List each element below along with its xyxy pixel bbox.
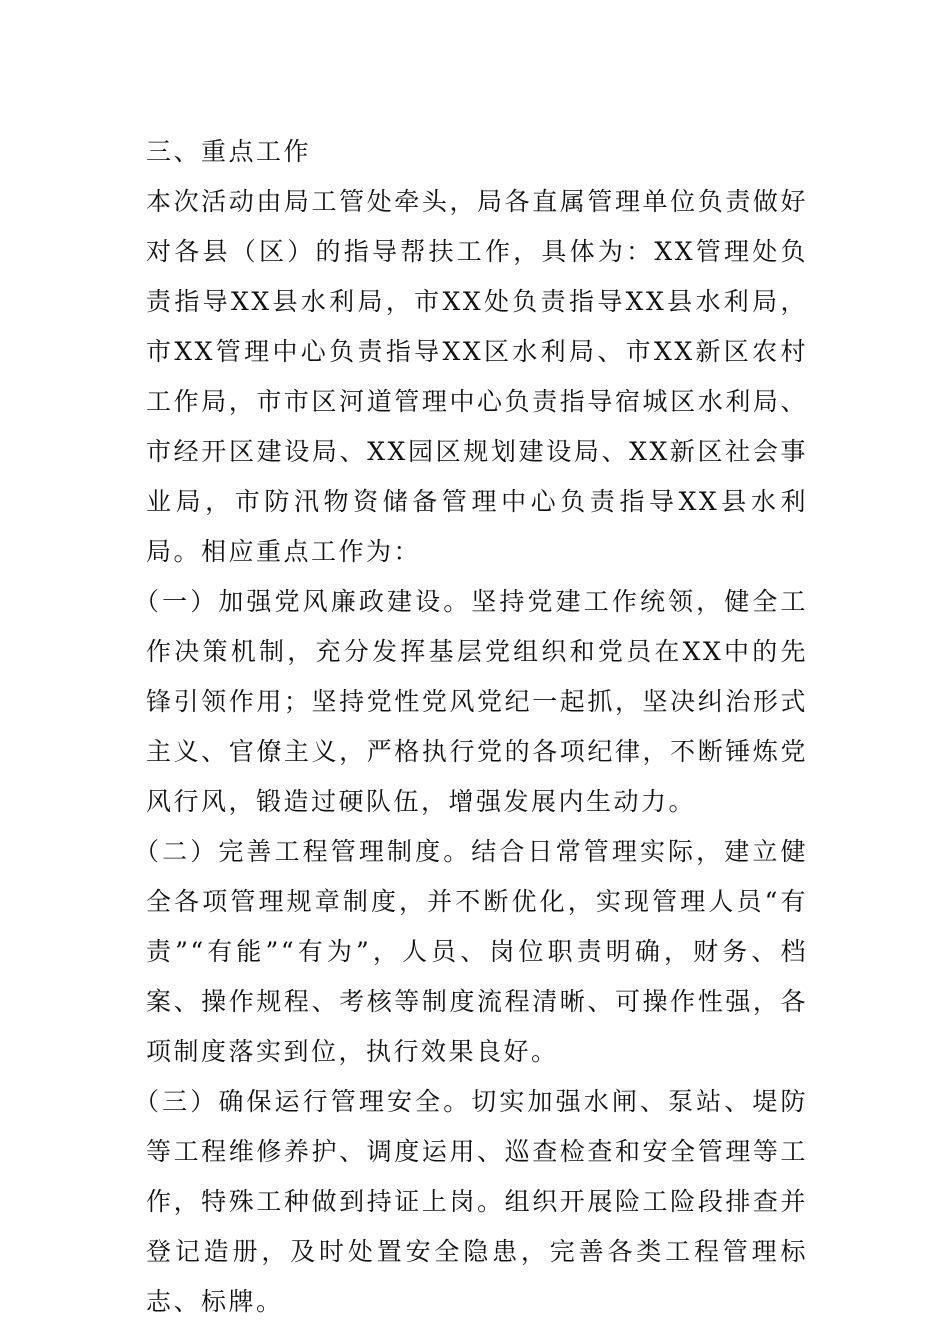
intro-paragraph: 本次活动由局工管处牵头，局各直属管理单位负责做好对各县（区）的指导帮扶工作，具体为：XX管理处负责指导XX县水利局，市XX处负责指导XX县水利局，市XX管理中心负责指导XX区水利局、市XX新区农村工作局，市市区河道管理中心负责指导宿城区水利局、市经开区建设局、XX园区规划建设局、XX新区社会事业局，市防汛物资储备管理中心负责指导XX县水利局。相应重点工作为： [146, 187, 808, 566]
section-heading: 三、重点工作 [146, 137, 312, 166]
item-paragraph-3: （三）确保运行管理安全。切实加强水闸、泵站、堤防等工程维修养护、调度运用、巡查检查和安全管理等工作，特殊工种做到持证上岗。组织开展险工险段排查并登记造册，及时处置安全隐患，完善各类工程管理标志、标牌。 [134, 1087, 808, 1316]
item-paragraph-2: （二）完善工程管理制度。结合日常管理实际，建立健全各项管理规章制度，并不断优化，实现管理人员“有责”“有能”“有为”，人员、岗位职责明确，财务、档案、操作规程、考核等制度流程清晰、可操作性强，各项制度落实到位，执行效果良好。 [134, 837, 808, 1066]
document-body [134, 127, 808, 1327]
item-paragraph-1: （一）加强党风廉政建设。坚持党建工作统领，健全工作决策机制，充分发挥基层党组织和党员在XX中的先锋引领作用；坚持党性党风党纪一起抓，坚决纠治形式主义、官僚主义，严格执行党的各项纪律，不断锤炼党风行风，锻造过硬队伍，增强发展内生动力。 [134, 587, 808, 816]
